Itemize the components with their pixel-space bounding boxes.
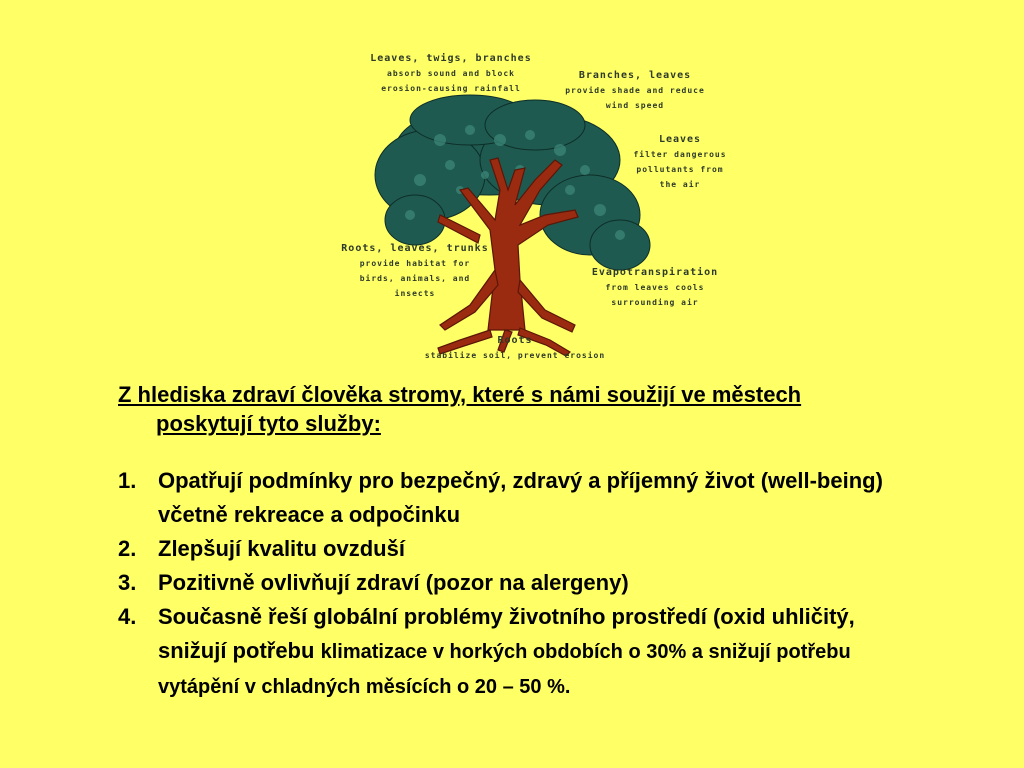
label-line: erosion-causing rainfall	[381, 84, 521, 93]
services-list	[118, 464, 898, 704]
item-text: Zlepšují kvalitu ovzduší	[158, 536, 405, 561]
label-line: provide habitat for	[359, 259, 471, 268]
label-roots-leaves-trunks	[330, 241, 500, 301]
label-roots	[410, 333, 620, 363]
label-heading: Leaves	[658, 134, 702, 145]
label-heading: Branches, leaves	[578, 70, 692, 81]
tree-infographic	[320, 40, 750, 365]
item-text-part-small: klimatizace v horkých obdobích o 30% a snižují potřebu vytápění v chladných měsících o 20 – 50 %.	[158, 641, 851, 698]
item-number: 4.	[118, 604, 137, 629]
label-leaves	[617, 132, 743, 192]
label-line: the air	[659, 180, 701, 189]
list-item	[118, 532, 898, 566]
list-item	[118, 464, 898, 532]
list-item	[118, 600, 898, 704]
label-line: stabilize soil, prevent erosion	[424, 351, 606, 360]
label-line: birds, animals, and	[359, 274, 471, 283]
item-text-part: Současně řeší globální problémy životního prostředí (oxid uhličitý, snižují potřebu	[158, 604, 855, 663]
label-heading: Leaves, twigs, branches	[370, 53, 532, 64]
label-heading: Roots, leaves, trunks	[341, 243, 489, 254]
item-text: Pozitivně ovlivňují zdraví (pozor na alergeny)	[158, 570, 629, 595]
main-text	[118, 380, 898, 704]
label-branches-leaves	[535, 68, 735, 113]
list-item	[118, 566, 898, 600]
label-line: insects	[394, 289, 436, 298]
section-heading: Z hlediska zdraví člověka stromy, které s námi soužijí ve městech poskytují tyto služby:	[118, 382, 802, 436]
label-heading: Evapotranspiration	[591, 267, 719, 278]
item-text	[158, 604, 855, 698]
label-line: pollutants from	[636, 165, 724, 174]
label-line: provide shade and reduce	[565, 86, 705, 95]
label-line: absorb sound and block	[387, 69, 515, 78]
item-number: 1.	[118, 468, 137, 493]
label-evapotranspiration	[575, 265, 735, 310]
label-line: wind speed	[605, 101, 665, 110]
label-leaves-twigs-branches	[346, 51, 556, 96]
label-heading: Roots	[497, 335, 533, 346]
label-line: surrounding air	[611, 298, 699, 307]
item-number: 3.	[118, 570, 137, 595]
label-line: filter dangerous	[633, 150, 727, 159]
item-text: Opatřují podmínky pro bezpečný, zdravý a příjemný život (well-being) včetně rekreace a odpočinku	[158, 468, 883, 527]
item-number: 2.	[118, 536, 137, 561]
label-line: from leaves cools	[605, 283, 705, 292]
